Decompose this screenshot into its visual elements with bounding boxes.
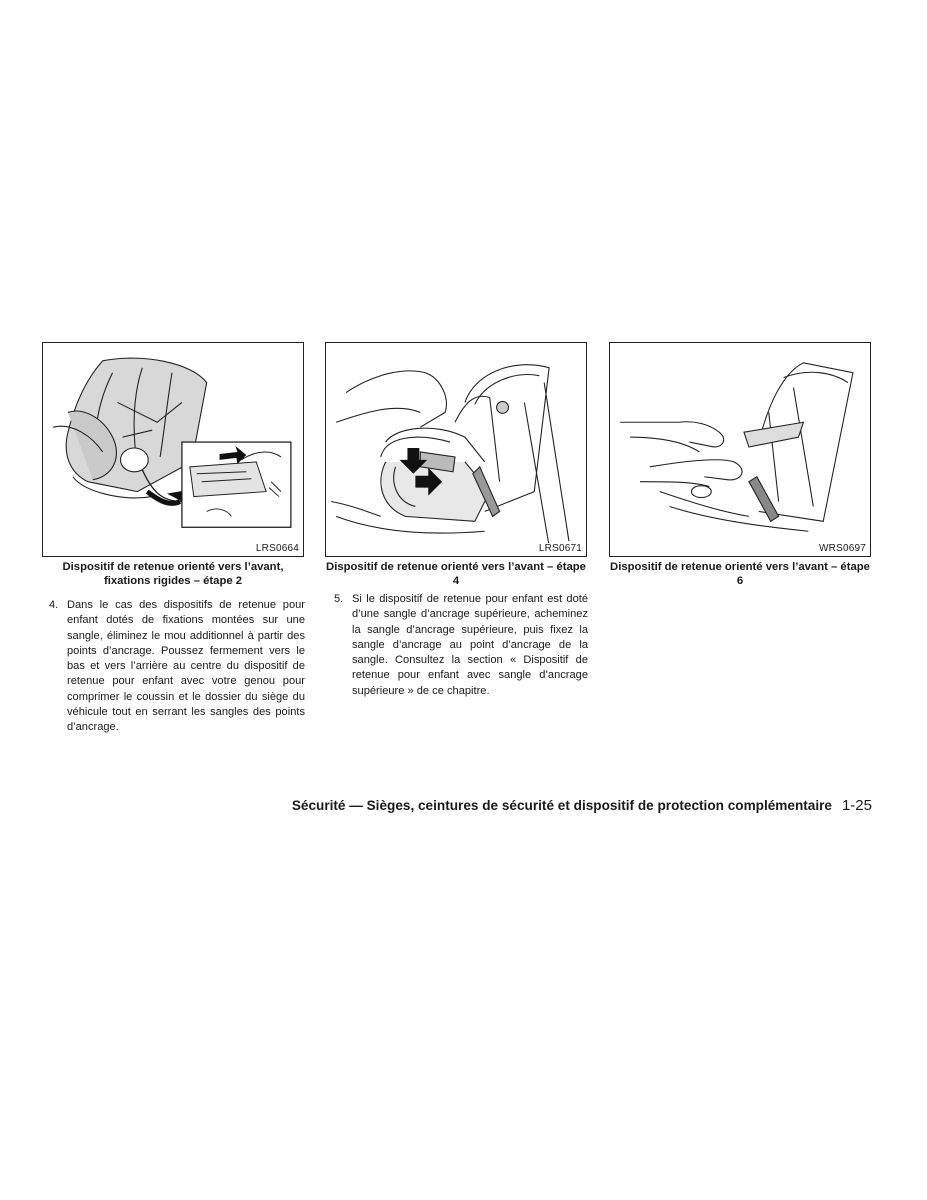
step-number: 4. [49,599,59,611]
knee-press-child-seat-illustration [326,343,586,556]
figure-code: WRS0697 [819,543,866,554]
step-number: 5. [334,593,344,605]
figure-caption: Dispositif de retenue orienté vers l’avant – étape 6 [610,561,870,587]
figure-forward-facing-step4 [325,342,587,557]
instruction-step-4 [49,598,305,736]
figure-code: LRS0664 [255,543,299,554]
section-title: Sécurité — Sièges, ceintures de sécurité et dispositif de protection complémentaire [291,798,832,813]
figure-caption: Dispositif de retenue orienté vers l’avant, fixations rigides – étape 2 [62,561,284,587]
child-seat-rigid-latch-illustration [43,343,303,556]
step-text: Dans le cas des dispositifs de retenue pour enfant dotés de fixations montées sur une sangle, éliminez le mou additionnel à partir des points d’ancrage. Poussez fermement vers le bas et vers l’arrière au centre du dispositif de retenue pour enfant avec votre genou pour comprimer le coussin et le dossier du siège du véhicule tout en serrant les sangles des points d’ancrage. [67,599,305,734]
figure-code: LRS0671 [538,543,582,554]
figure-forward-facing-rigid-step2 [42,342,304,557]
page-number: 1-25 [841,797,872,814]
tighten-strap-illustration [610,343,870,556]
figure-caption: Dispositif de retenue orienté vers l’avant – étape 4 [326,561,586,587]
figure-forward-facing-step6 [609,342,871,557]
step-text: Si le dispositif de retenue pour enfant est doté d’une sangle d’ancrage supérieure, acheminez la sangle d’ancrage supérieure, puis fixez la sangle d’ancrage au point d’ancrage de la sangle. Consultez la section « Dispositif de retenue pour enfant avec sangle d’ancrage supérieure » de ce chapitre. [352,593,588,697]
instruction-step-5 [334,592,588,699]
page-footer [0,797,872,814]
